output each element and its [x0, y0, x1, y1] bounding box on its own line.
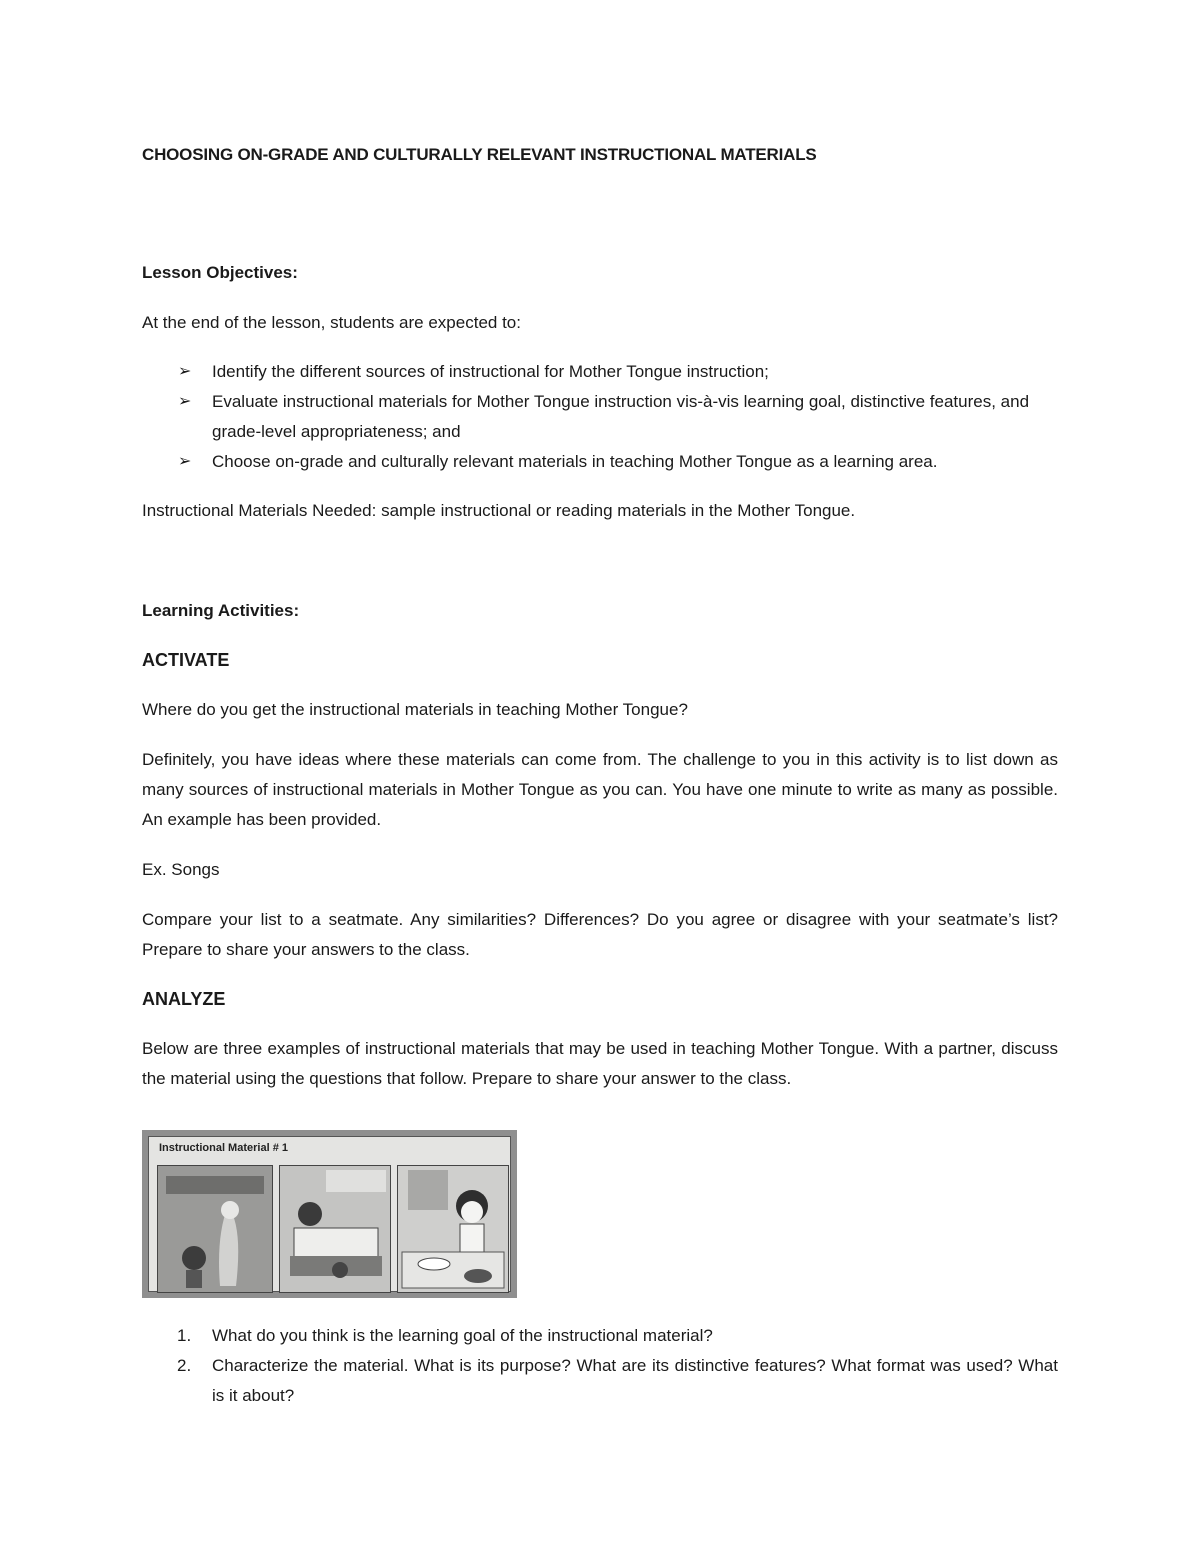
activate-compare: Compare your list to a seatmate. Any similarities? Differences? Do you agree or disagree with your seatmate’s list? Prepare to share your answers to the class.	[142, 910, 1058, 959]
instructional-material-image	[142, 1130, 517, 1298]
objectives-list	[142, 357, 1058, 477]
arrow-bullet-icon: ➢	[178, 453, 192, 470]
book-cover-panel	[157, 1165, 273, 1293]
bedroom-illustration	[280, 1166, 390, 1292]
list-item: 1. What do you think is the learning goal of the instructional material?	[177, 1326, 713, 1345]
materials-needed: Instructional Materials Needed: sample instructional or reading materials in the Mother Tongue.	[142, 501, 856, 520]
list-item: ➢ Choose on-grade and culturally relevant materials in teaching Mother Tongue as a learning area.	[142, 447, 1058, 477]
figure-label: Instructional Material # 1	[159, 1142, 288, 1154]
analyze-paragraph: Below are three examples of instructional materials that may be used in teaching Mother Tongue. With a partner, discuss the material using the questions that follow. Prepare to share your answer to the class.	[142, 1039, 1058, 1088]
arrow-bullet-icon: ➢	[178, 363, 192, 380]
objectives-intro: At the end of the lesson, students are expected to:	[142, 313, 521, 332]
objectives-heading: Lesson Objectives:	[142, 263, 298, 282]
learning-activities-heading: Learning Activities:	[142, 601, 300, 620]
kitchen-panel	[397, 1165, 509, 1293]
document-page	[142, 140, 1058, 1094]
book-cover-illustration	[158, 1166, 272, 1292]
list-item: ➢ Evaluate instructional materials for Mother Tongue instruction vis-à-vis learning goal, distinctive features, and grade-level appropriateness; and	[142, 387, 1058, 447]
list-item: ➢ Identify the different sources of instructional for Mother Tongue instruction;	[142, 357, 1058, 387]
kitchen-illustration	[398, 1166, 508, 1292]
analyze-questions	[142, 1321, 1058, 1411]
activate-question: Where do you get the instructional materials in teaching Mother Tongue?	[142, 700, 688, 719]
analyze-heading: ANALYZE	[142, 989, 226, 1009]
activate-paragraph: Definitely, you have ideas where these materials can come from. The challenge to you in this activity is to list down as many sources of instructional materials in Mother Tongue as you can. You have one minute to write as many as possible. An example has been provided.	[142, 750, 1058, 829]
list-item: 2. Characterize the material. What is its purpose? What are its distinctive features? What format was used? What is it about?	[177, 1356, 1058, 1405]
document-title: CHOOSING ON-GRADE AND CULTURALLY RELEVANT INSTRUCTIONAL MATERIALS	[142, 145, 817, 164]
activate-heading: ACTIVATE	[142, 650, 230, 670]
bedroom-panel	[279, 1165, 391, 1293]
activate-example: Ex. Songs	[142, 860, 220, 879]
arrow-bullet-icon: ➢	[178, 393, 192, 410]
